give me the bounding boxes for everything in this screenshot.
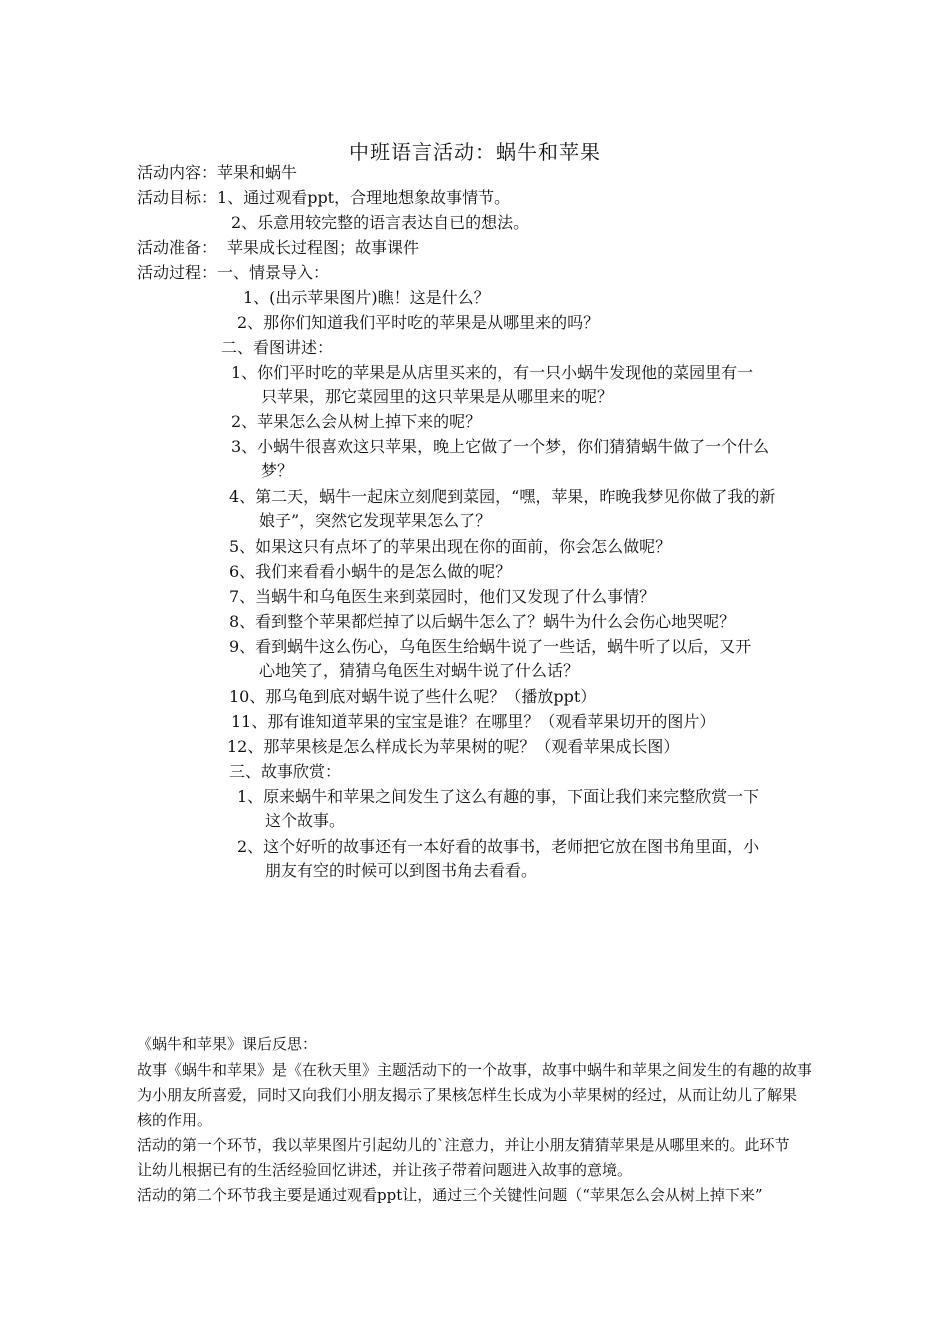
list-item: 1、(出示苹果图片)瞧！这是什么？ bbox=[243, 288, 490, 307]
list-item-continuation: 这个故事。 bbox=[265, 811, 346, 830]
content-row bbox=[137, 161, 297, 185]
list-item: 4、第二天，蜗牛一起床立刻爬到菜园，“嘿，苹果，昨晚我梦见你做了我的新 bbox=[229, 487, 776, 506]
prep-label: 活动准备： bbox=[137, 238, 218, 257]
list-item-continuation: 娘子”，突然它发现苹果怎么了？ bbox=[259, 511, 492, 530]
list-item: 10、那乌龟到底对蜗牛说了些什么呢？（播放ppt） bbox=[229, 687, 597, 706]
goals-row bbox=[137, 186, 510, 210]
list-item: 5、如果这只有点坏了的苹果出现在你的面前，你会怎么做呢？ bbox=[229, 537, 672, 556]
process-label: 活动过程： bbox=[137, 263, 218, 282]
list-item-continuation: 朋友有空的时候可以到图书角去看看。 bbox=[265, 861, 538, 880]
paragraph-line: 活动的第一个环节，我以苹果图片引起幼儿的`注意力，并让小朋友猜猜苹果是从哪里来的。此环节 bbox=[137, 1136, 790, 1154]
list-item: 6、我们来看看小蜗牛的是怎么做的呢？ bbox=[229, 562, 512, 581]
paragraph-line: 为小朋友所喜爱，同时又向我们小朋友揭示了果核怎样生长成为小苹果树的经过，从而让幼儿了解果 bbox=[137, 1086, 798, 1104]
prep-row bbox=[137, 236, 419, 260]
process-row bbox=[137, 261, 329, 285]
list-item: 11、那有谁知道苹果的宝宝是谁？在哪里？（观看苹果切开的图片） bbox=[231, 712, 716, 731]
list-item: 2、苹果怎么会从树上掉下来的呢？ bbox=[231, 412, 482, 431]
paragraph-line: 活动的第二个环节我主要是通过观看ppt让，通过三个关键性问题（“苹果怎么会从树上掉下来” bbox=[137, 1186, 763, 1204]
list-item: 7、当蜗牛和乌龟医生来到菜园时，他们又发现了什么事情？ bbox=[229, 587, 656, 606]
document-title: 中班语言活动：蜗牛和苹果 bbox=[349, 140, 601, 164]
paragraph-line: 核的作用。 bbox=[137, 1111, 213, 1129]
section-heading: 一、情景导入： bbox=[217, 263, 330, 282]
list-item: 1、你们平时吃的苹果是从店里买来的，有一只小蜗牛发现他的菜园里有一 bbox=[231, 363, 754, 382]
list-item: 2、这个好听的故事还有一本好看的故事书，老师把它放在图书角里面，小 bbox=[237, 837, 760, 856]
section-heading: 三、故事欣赏： bbox=[229, 762, 342, 781]
list-item: 9、看到蜗牛这么伤心，乌龟医生给蜗牛说了一些话，蜗牛听了以后，又开 bbox=[229, 637, 752, 656]
prep-value: 苹果成长过程图；故事课件 bbox=[227, 238, 420, 257]
list-item-continuation: 梦？ bbox=[261, 461, 294, 480]
paragraph-line: 让幼儿根据已有的生活经验回忆讲述，并让孩子带着问题进入故事的意境。 bbox=[137, 1161, 633, 1179]
list-item: 3、小蜗牛很喜欢这只苹果，晚上它做了一个梦，你们猜猜蜗牛做了一个什么 bbox=[231, 437, 770, 456]
section-heading: 二、看图讲述： bbox=[221, 338, 334, 357]
list-item: 8、看到整个苹果都烂掉了以后蜗牛怎么了？蜗牛为什么会伤心地哭呢？ bbox=[229, 612, 736, 631]
list-item: 1、原来蜗牛和苹果之间发生了这么有趣的事，下面让我们来完整欣赏一下 bbox=[237, 787, 760, 806]
reflection-heading: 《蜗牛和苹果》课后反思： bbox=[137, 1035, 318, 1053]
goal-item: 1、通过观看ppt，合理地想象故事情节。 bbox=[217, 188, 511, 207]
paragraph-line: 故事《蜗牛和苹果》是《在秋天里》主题活动下的一个故事，故事中蜗牛和苹果之间发生的有趣的故事 bbox=[137, 1061, 813, 1079]
goal-item: 2、乐意用较完整的语言表达自已的想法。 bbox=[231, 213, 530, 232]
list-item: 2、那你们知道我们平时吃的苹果是从哪里来的吗？ bbox=[237, 313, 600, 332]
content-label: 活动内容： bbox=[137, 163, 218, 182]
list-item-continuation: 只苹果，那它菜园里的这只苹果是从哪里来的呢？ bbox=[261, 387, 614, 406]
list-item: 12、那苹果核是怎么样成长为苹果树的呢？（观看苹果成长图） bbox=[227, 737, 680, 756]
list-item-continuation: 心地笑了，猜猜乌龟医生对蜗牛说了什么话？ bbox=[259, 661, 580, 680]
goals-label: 活动目标： bbox=[137, 188, 218, 207]
content-value: 苹果和蜗牛 bbox=[217, 163, 298, 182]
